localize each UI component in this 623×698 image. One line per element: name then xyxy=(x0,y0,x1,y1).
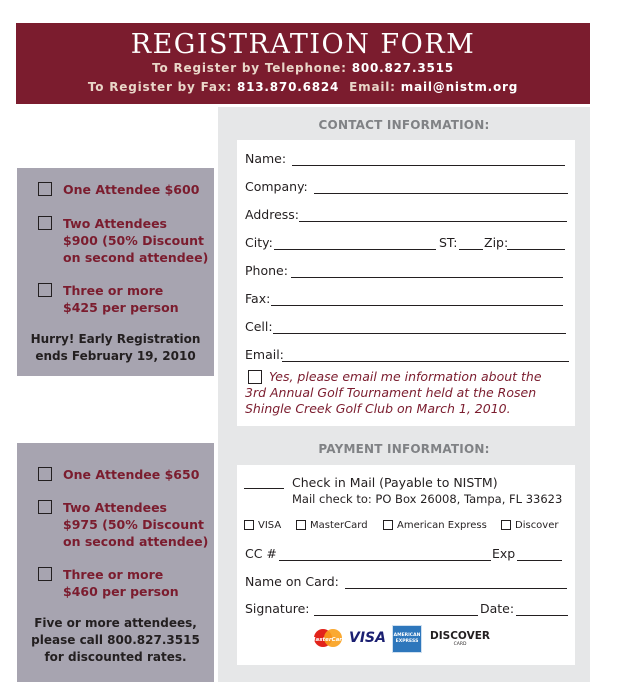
address-field[interactable] xyxy=(299,221,567,222)
visa-logo-icon: VISA xyxy=(349,630,386,646)
option-three-or-more-425-checkbox[interactable] xyxy=(38,283,52,297)
telephone-line xyxy=(16,61,590,75)
state-label: ST: xyxy=(439,235,458,250)
exp-field[interactable] xyxy=(517,560,562,561)
mastercard-checkbox[interactable] xyxy=(296,520,306,530)
phone-label: Phone: xyxy=(245,263,288,278)
option-two-attendees-900-label xyxy=(63,215,208,266)
form-title: REGISTRATION FORM xyxy=(130,29,476,60)
header-banner xyxy=(16,23,590,104)
option-two-attendees-975-label xyxy=(63,499,208,550)
option-one-attendee-650-label: One Attendee $650 xyxy=(63,467,200,482)
cell-label: Cell: xyxy=(245,319,273,334)
fax-label: To Register by Fax: xyxy=(87,80,232,94)
name-label: Name: xyxy=(245,151,287,166)
golf-info-line1: Yes, please email me information about the xyxy=(269,369,542,384)
cc-number-field[interactable] xyxy=(279,560,491,561)
early-pricing-panel xyxy=(17,168,214,376)
cell-field[interactable] xyxy=(273,333,566,334)
city-field[interactable] xyxy=(274,249,436,250)
email-label: Email: xyxy=(245,347,284,362)
signature-field[interactable] xyxy=(314,615,478,616)
company-field[interactable] xyxy=(314,193,568,194)
option-three-or-more-460-line2: $460 per person xyxy=(63,584,179,599)
group-discount-note xyxy=(17,615,214,666)
email-field[interactable] xyxy=(282,361,569,362)
payment-form xyxy=(237,465,575,665)
payment-section-title: PAYMENT INFORMATION: xyxy=(318,442,490,456)
option-three-or-more-425-line2: $425 per person xyxy=(63,300,179,315)
check-in-mail-label: Check in Mail (Payable to NISTM) xyxy=(292,475,498,490)
discover-logo-subtext: CARD xyxy=(453,642,467,647)
visa-checkbox[interactable] xyxy=(244,520,254,530)
option-two-attendees-975-line1: Two Attendees xyxy=(63,500,167,515)
option-two-attendees-900-checkbox[interactable] xyxy=(38,216,52,230)
mail-check-address: Mail check to: PO Box 26008, Tampa, FL 33623 xyxy=(292,492,563,506)
name-on-card-label: Name on Card: xyxy=(245,574,339,589)
option-one-attendee-600-label: One Attendee $600 xyxy=(63,182,200,197)
option-two-attendees-900-line3: on second attendee) xyxy=(63,250,209,265)
exp-label: Exp xyxy=(492,546,516,561)
amex-logo-icon: AMERICAN EXPRESS xyxy=(392,625,422,653)
option-three-or-more-460-line1: Three or more xyxy=(63,567,164,582)
golf-info-line2: 3rd Annual Golf Tournament held at the Rosen xyxy=(245,385,537,400)
golf-info-text xyxy=(245,369,573,417)
city-label: City: xyxy=(245,235,273,250)
group-note-line1: Five or more attendees, xyxy=(34,616,197,630)
fax-number: 813.870.6824 xyxy=(236,80,340,94)
phone-field[interactable] xyxy=(291,277,563,278)
early-note-line1: Hurry! Early Registration xyxy=(30,332,201,346)
option-three-or-more-425-line1: Three or more xyxy=(63,283,164,298)
early-registration-note xyxy=(17,331,214,365)
option-two-attendees-975-line3: on second attendee) xyxy=(63,534,209,549)
option-two-attendees-975-line2: $975 (50% Discount xyxy=(63,517,204,532)
telephone-number: 800.827.3515 xyxy=(351,61,454,75)
regular-pricing-panel xyxy=(17,443,214,682)
american-express-label: American Express xyxy=(397,520,487,531)
zip-label: Zip: xyxy=(484,235,509,250)
mastercard-logo-text: MasterCard xyxy=(310,637,346,643)
option-one-attendee-650-checkbox[interactable] xyxy=(38,467,52,481)
fax-field[interactable] xyxy=(271,305,563,306)
early-note-line2: ends February 19, 2010 xyxy=(35,349,196,363)
check-in-mail-field[interactable] xyxy=(244,488,284,489)
contact-form xyxy=(237,140,575,426)
fax-email-line xyxy=(16,80,590,94)
option-two-attendees-975-checkbox[interactable] xyxy=(38,500,52,514)
fax-label: Fax: xyxy=(245,291,271,306)
company-label: Company: xyxy=(245,179,308,194)
email-label: Email: xyxy=(349,80,396,94)
option-three-or-more-425-label xyxy=(63,282,179,316)
visa-label: VISA xyxy=(258,520,282,531)
option-one-attendee-600-checkbox[interactable] xyxy=(38,182,52,196)
cc-number-label: CC # xyxy=(245,546,277,561)
name-on-card-field[interactable] xyxy=(345,588,567,589)
group-note-line3: for discounted rates. xyxy=(44,650,187,664)
date-label: Date: xyxy=(480,601,515,616)
option-three-or-more-460-checkbox[interactable] xyxy=(38,567,52,581)
golf-info-line3: Shingle Creek Golf Club on March 1, 2010. xyxy=(245,401,511,416)
telephone-label: To Register by Telephone: xyxy=(152,61,347,75)
name-field[interactable] xyxy=(292,165,565,166)
state-field[interactable] xyxy=(459,249,483,250)
discover-label: Discover xyxy=(515,520,559,531)
mastercard-label: MasterCard xyxy=(310,520,368,531)
date-field[interactable] xyxy=(516,615,568,616)
mastercard-logo-icon xyxy=(312,627,344,649)
group-note-line2: please call 800.827.3515 xyxy=(31,633,200,647)
discover-checkbox[interactable] xyxy=(501,520,511,530)
contact-section-title: CONTACT INFORMATION: xyxy=(318,118,490,132)
address-label: Address: xyxy=(245,207,299,222)
discover-logo-icon: DISCOVER xyxy=(430,630,490,642)
signature-label: Signature: xyxy=(245,601,310,616)
option-two-attendees-900-line1: Two Attendees xyxy=(63,216,167,231)
email-address: mail@nistm.org xyxy=(400,80,519,94)
zip-field[interactable] xyxy=(507,249,565,250)
american-express-checkbox[interactable] xyxy=(383,520,393,530)
option-two-attendees-900-line2: $900 (50% Discount xyxy=(63,233,204,248)
option-three-or-more-460-label xyxy=(63,566,179,600)
